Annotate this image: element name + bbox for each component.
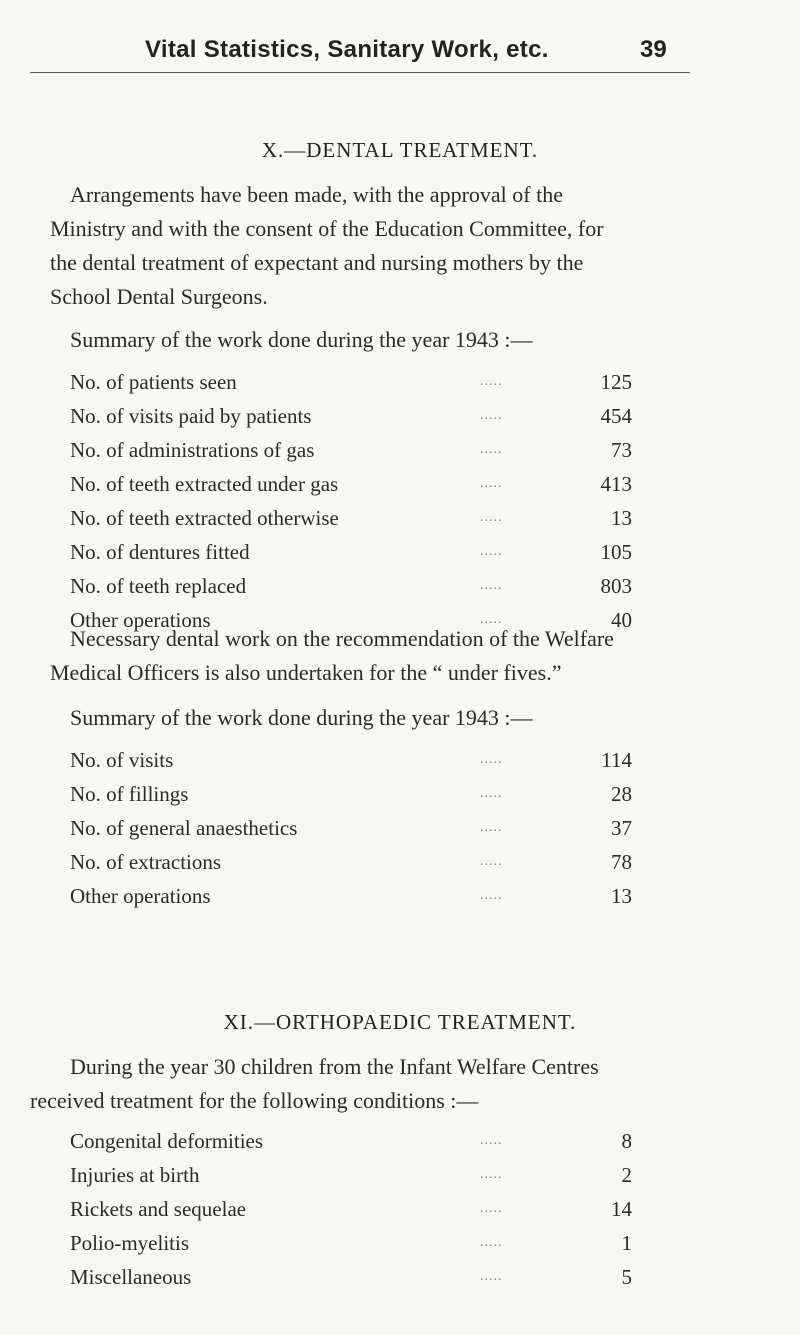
summary-1-lead: Summary of the work done during the year 1943 :—	[70, 327, 533, 352]
row-label: No. of extractions	[70, 849, 222, 874]
row-label: Miscellaneous	[70, 1264, 192, 1289]
row-value: 14	[611, 1196, 632, 1221]
table-row: No. of extractions ..... 78	[70, 845, 632, 879]
row-label: No. of visits	[70, 747, 174, 772]
dental-intro-line-4: School Dental Surgeons.	[50, 284, 268, 309]
row-value: 105	[600, 539, 632, 564]
table-row: Injuries at birth ..... 2	[70, 1158, 632, 1192]
page-header	[0, 30, 800, 75]
row-value: 8	[621, 1128, 632, 1153]
row-value: 78	[611, 849, 632, 874]
table-row: No. of general anaesthetics ..... 37	[70, 811, 632, 845]
row-label: Rickets and sequelae	[70, 1196, 247, 1221]
table-row: No. of dentures fitted ..... 105	[70, 535, 632, 569]
ortho-intro-paragraph	[30, 1050, 750, 1118]
ortho-intro-line-2: received treatment for the following conditions :—	[30, 1088, 479, 1113]
row-label: Polio-myelitis	[70, 1230, 190, 1255]
row-value: 454	[600, 403, 632, 428]
row-label: No. of patients seen	[70, 369, 237, 394]
table-row: No. of teeth extracted otherwise ..... 13	[70, 501, 632, 535]
table-row: Other operations ..... 40	[70, 603, 632, 637]
table-row: No. of teeth replaced ..... 803	[70, 569, 632, 603]
section-heading-dental: X.—DENTAL TREATMENT.	[261, 138, 539, 162]
table-row: Other operations ..... 13	[70, 879, 632, 913]
table-row: No. of fillings ..... 28	[70, 777, 632, 811]
row-value: 803	[600, 573, 632, 598]
row-value: 37	[611, 815, 632, 840]
dental-intro-line-1: Arrangements have been made, with the approval of the	[70, 182, 563, 207]
row-label: No. of teeth extracted otherwise	[70, 505, 339, 530]
table-row: No. of visits paid by patients ..... 454	[70, 399, 632, 433]
dental-intro-line-2: Ministry and with the consent of the Education Committee, for	[50, 216, 604, 241]
row-label: Other operations	[70, 883, 211, 908]
ortho-intro-line-1: During the year 30 children from the Infant Welfare Centres	[70, 1054, 599, 1079]
row-label: Congenital deformities	[70, 1128, 264, 1153]
welfare-line-2: Medical Officers is also undertaken for the “ under fives.”	[50, 660, 562, 685]
dental-intro-line-3: the dental treatment of expectant and nursing mothers by the	[50, 250, 584, 275]
table-row: Miscellaneous ..... 5	[70, 1260, 632, 1294]
row-value: 5	[621, 1264, 632, 1289]
row-label: No. of administrations of gas	[70, 437, 315, 462]
dental-summary-1-table	[70, 365, 632, 637]
table-row: Congenital deformities ..... 8	[70, 1124, 632, 1158]
row-value: 1	[621, 1230, 632, 1255]
row-value: 28	[611, 781, 632, 806]
table-row: Rickets and sequelae ..... 14	[70, 1192, 632, 1226]
welfare-paragraph	[50, 622, 750, 690]
dental-intro-paragraph	[50, 178, 750, 314]
row-label: Injuries at birth	[70, 1162, 200, 1187]
row-label: No. of fillings	[70, 781, 189, 806]
table-row: No. of patients seen ..... 125	[70, 365, 632, 399]
row-label: No. of teeth replaced	[70, 573, 247, 598]
row-value: 40	[611, 607, 632, 632]
row-label: No. of visits paid by patients	[70, 403, 312, 428]
header-rule	[30, 72, 690, 73]
row-value: 13	[611, 505, 632, 530]
row-value: 13	[611, 883, 632, 908]
dental-summary-2-table	[70, 743, 632, 913]
table-row: Polio-myelitis ..... 1	[70, 1226, 632, 1260]
page-number: 39	[640, 36, 667, 63]
row-label: Other operations	[70, 607, 211, 632]
row-value: 125	[600, 369, 632, 394]
table-row: No. of administrations of gas ..... 73	[70, 433, 632, 467]
row-label: No. of teeth extracted under gas	[70, 471, 339, 496]
welfare-line-1: Necessary dental work on the recommendation of the Welfare	[70, 626, 614, 651]
section-heading-ortho: XI.—ORTHOPAEDIC TREATMENT.	[223, 1010, 577, 1034]
running-title: Vital Statistics, Sanitary Work, etc.	[145, 36, 549, 63]
row-value: 73	[611, 437, 632, 462]
row-value: 413	[600, 471, 632, 496]
row-label: No. of dentures fitted	[70, 539, 250, 564]
row-value: 114	[601, 747, 632, 772]
row-value: 2	[621, 1162, 632, 1187]
ortho-conditions-table	[70, 1124, 632, 1294]
summary-2-lead: Summary of the work done during the year 1943 :—	[70, 705, 533, 730]
table-row: No. of visits ..... 114	[70, 743, 632, 777]
table-row: No. of teeth extracted under gas ..... 413	[70, 467, 632, 501]
row-label: No. of general anaesthetics	[70, 815, 298, 840]
